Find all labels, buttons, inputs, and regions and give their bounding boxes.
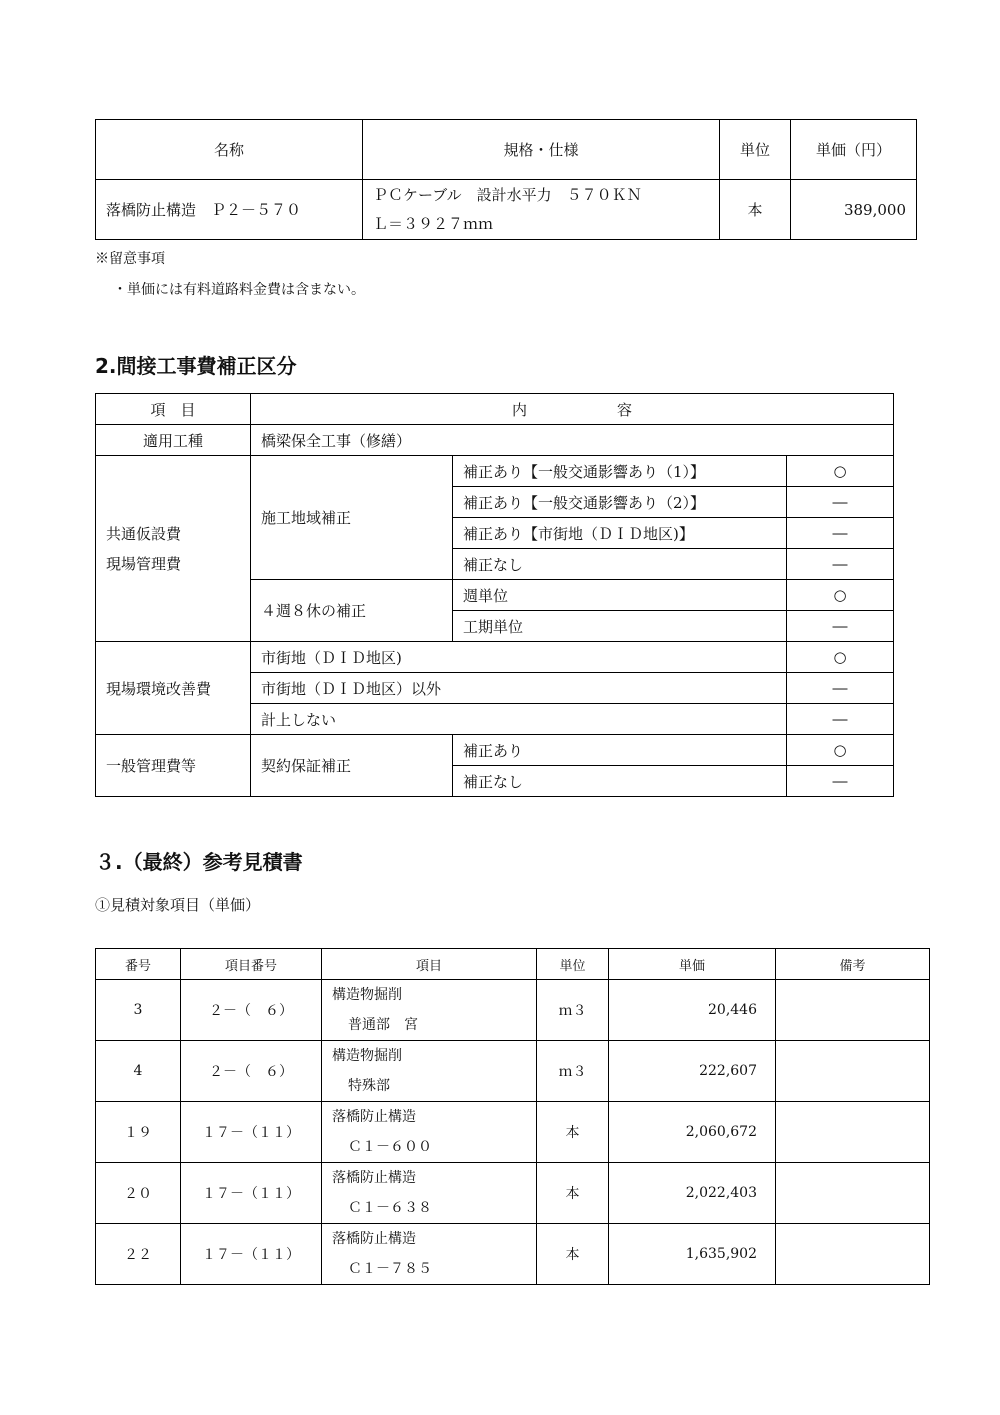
option-mark: ― (787, 518, 894, 549)
row-unit: ｍ３ (537, 1041, 609, 1102)
item-name: 落橋防止構造 Ｐ２－５７０ (96, 180, 363, 240)
row-unit: ｍ３ (537, 980, 609, 1041)
notes-item: ・単価には有料道路料金費は含まない。 (113, 282, 365, 298)
row-no: ２２ (96, 1224, 181, 1285)
row-code: １７－（１１） (181, 1163, 322, 1224)
row-code: １７－（１１） (181, 1224, 322, 1285)
row-code: ２－（ ６） (181, 980, 322, 1041)
option-mark: ○ (787, 580, 894, 611)
spec-line-1: ＰＣケーブル 設計水平力 ５７０ＫＮ (373, 185, 642, 204)
section-3-subtitle: ①見積対象項目（単価） (95, 896, 261, 914)
row-remark (776, 1041, 930, 1102)
item-price: 389,000 (791, 180, 917, 240)
item-unit: 本 (720, 180, 791, 240)
table-row (96, 735, 894, 766)
table-header-row (96, 949, 930, 980)
row-item-line2: 特殊部 (348, 1078, 390, 1094)
option-label: 補正なし (453, 766, 787, 797)
header-name: 名称 (96, 120, 363, 180)
option-label: 補正あり【一般交通影響あり（1）】 (453, 456, 787, 487)
option-label: 工期単位 (453, 611, 787, 642)
header-item: 項 目 (96, 394, 251, 425)
header-no: 番号 (96, 949, 181, 980)
row-item-line2: Ｃ１－７８５ (348, 1261, 432, 1277)
row-item-line1: 構造物掘削 (332, 987, 402, 1003)
row-remark (776, 1163, 930, 1224)
sekou-label: 施工地域補正 (251, 456, 453, 580)
row-price: 2,022,403 (609, 1163, 776, 1224)
keiyaku-label: 契約保証補正 (251, 735, 453, 797)
header-unit: 単位 (537, 949, 609, 980)
row-item-line1: 落橋防止構造 (332, 1170, 416, 1186)
row-unit: 本 (537, 1102, 609, 1163)
option-label: 補正なし (453, 549, 787, 580)
option-mark: ― (787, 704, 894, 735)
row-item (322, 1163, 537, 1224)
row-no: ２０ (96, 1163, 181, 1224)
option-mark: ― (787, 611, 894, 642)
row-item (322, 980, 537, 1041)
section-3-title: ３.（最終）参考見積書 (95, 850, 303, 874)
table-header-row (96, 394, 894, 425)
option-mark: ○ (787, 735, 894, 766)
header-remark: 備考 (776, 949, 930, 980)
group1-label-line1: 共通仮設費 (106, 524, 182, 543)
option-mark: ○ (787, 456, 894, 487)
row-item-line1: 落橋防止構造 (332, 1231, 416, 1247)
option-mark: ― (787, 673, 894, 704)
row-item (322, 1102, 537, 1163)
row-item (322, 1041, 537, 1102)
kosyu-value: 橋梁保全工事（修繕） (251, 425, 894, 456)
row-item-line2: Ｃ１－６３８ (348, 1200, 432, 1216)
row-item-line1: 構造物掘削 (332, 1048, 402, 1064)
group1-label-line2: 現場管理費 (106, 554, 182, 573)
row-no: １９ (96, 1102, 181, 1163)
option-label: 補正あり【一般交通影響あり（2）】 (453, 487, 787, 518)
row-item-line2: 普通部 宮 (348, 1017, 418, 1033)
section-2-title: 2.間接工事費補正区分 (95, 354, 297, 378)
option-mark: ― (787, 487, 894, 518)
option-mark: ○ (787, 642, 894, 673)
option-mark: ― (787, 549, 894, 580)
group1-label (96, 456, 251, 642)
table-row (96, 642, 894, 673)
item-spec (363, 180, 720, 240)
estimate-table (95, 948, 930, 1285)
table-row (96, 456, 894, 487)
shuku-label: ４週８休の補正 (251, 580, 453, 642)
option-label: 週単位 (453, 580, 787, 611)
row-item-line2: Ｃ１－６００ (348, 1139, 432, 1155)
row-remark (776, 980, 930, 1041)
table-row (96, 1224, 930, 1285)
table-row (96, 180, 917, 240)
row-code: ２－（ ６） (181, 1041, 322, 1102)
row-item (322, 1224, 537, 1285)
row-item-line1: 落橋防止構造 (332, 1109, 416, 1125)
table-header-row (96, 120, 917, 180)
row-price: 222,607 (609, 1041, 776, 1102)
table-row (96, 980, 930, 1041)
indirect-cost-table (95, 393, 894, 797)
row-unit: 本 (537, 1224, 609, 1285)
option-label: 補正あり (453, 735, 787, 766)
kankyo-label: 現場環境改善費 (96, 642, 251, 735)
header-unit: 単位 (720, 120, 791, 180)
header-price: 単価（円） (791, 120, 917, 180)
row-price: 2,060,672 (609, 1102, 776, 1163)
row-no: 3 (96, 980, 181, 1041)
row-remark (776, 1102, 930, 1163)
table-row (96, 425, 894, 456)
option-label: 補正あり【市街地（ＤＩＤ地区)】 (453, 518, 787, 549)
ippan-label: 一般管理費等 (96, 735, 251, 797)
header-item: 項目 (322, 949, 537, 980)
row-code: １７－（１１） (181, 1102, 322, 1163)
row-unit: 本 (537, 1163, 609, 1224)
option-label: 市街地（ＤＩＤ地区）以外 (251, 673, 787, 704)
row-no: 4 (96, 1041, 181, 1102)
row-remark (776, 1224, 930, 1285)
option-mark: ― (787, 766, 894, 797)
header-code: 項目番号 (181, 949, 322, 980)
option-label: 計上しない (251, 704, 787, 735)
option-label: 市街地（ＤＩＤ地区) (251, 642, 787, 673)
table-row (96, 1163, 930, 1224)
table-row (96, 1041, 930, 1102)
header-spec: 規格・仕様 (363, 120, 720, 180)
header-price: 単価 (609, 949, 776, 980)
kosyu-label: 適用工種 (96, 425, 251, 456)
header-content: 内 容 (251, 394, 894, 425)
notes-heading: ※留意事項 (95, 251, 165, 267)
spec-line-2: Ｌ＝３９２７ｍｍ (373, 214, 494, 233)
unit-price-table (95, 119, 917, 240)
row-price: 20,446 (609, 980, 776, 1041)
row-price: 1,635,902 (609, 1224, 776, 1285)
table-row (96, 1102, 930, 1163)
